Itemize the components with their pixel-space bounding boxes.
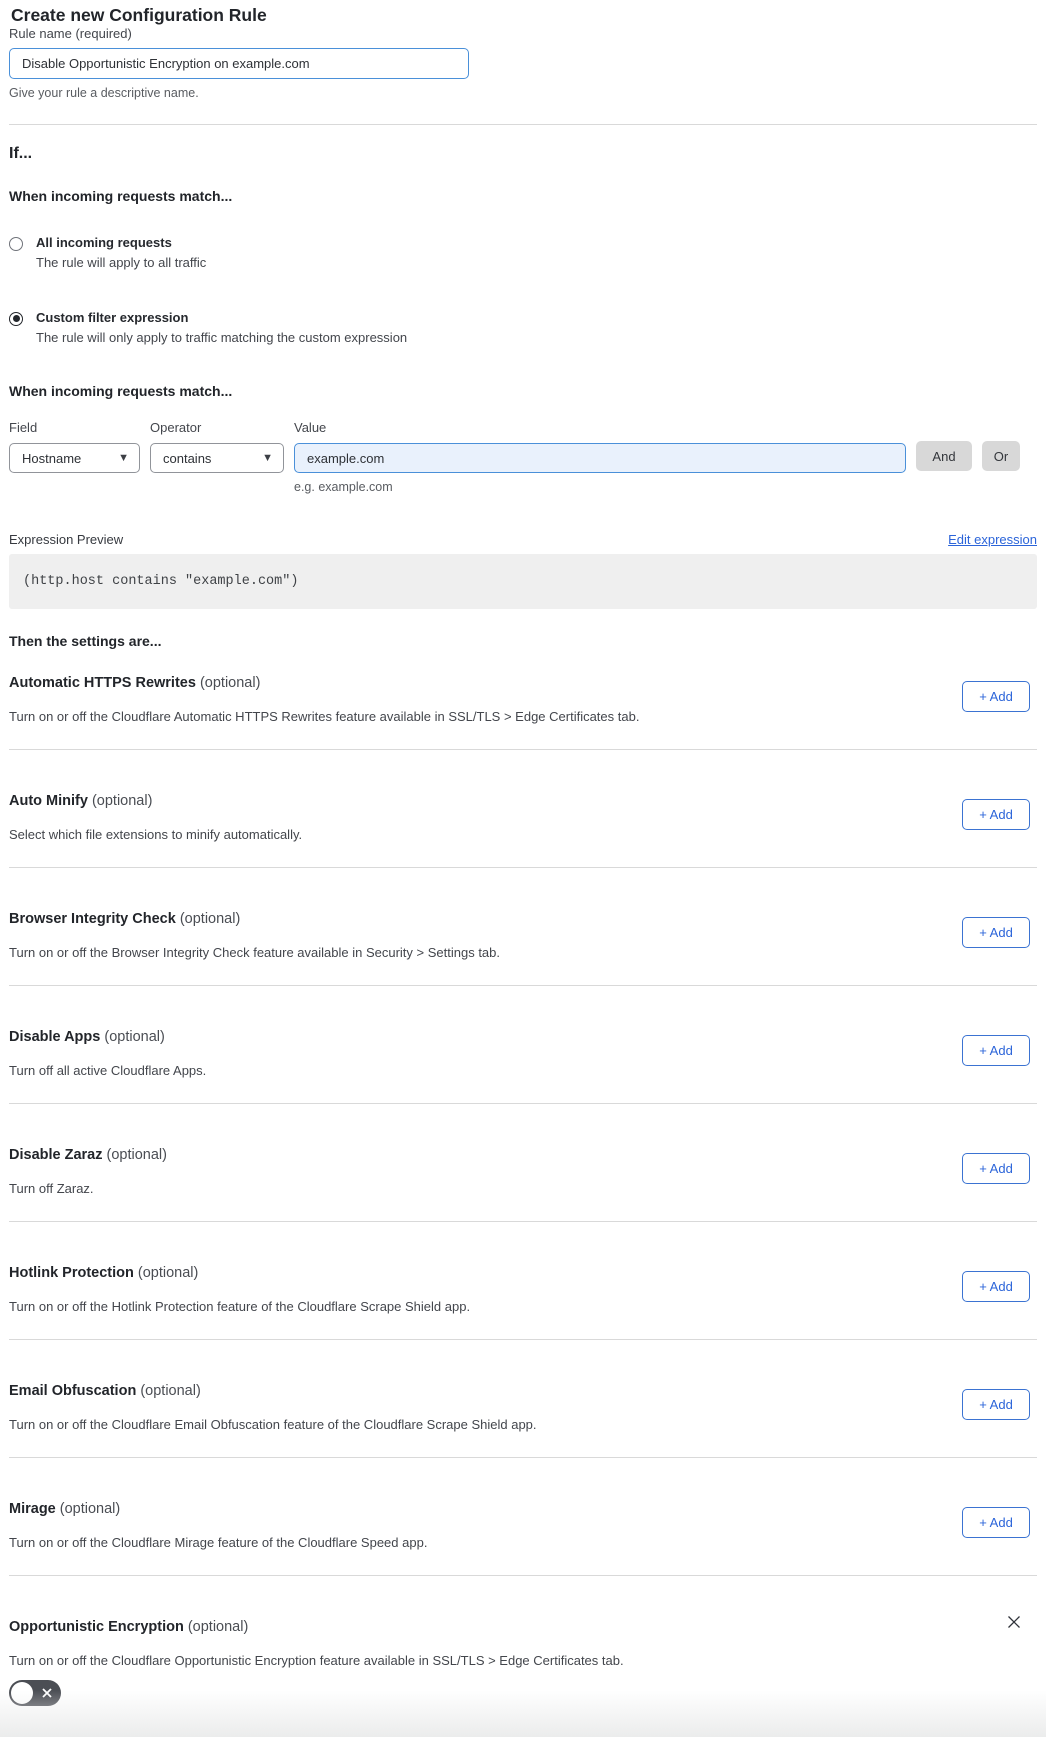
add-setting-button[interactable]: + Add bbox=[962, 681, 1030, 712]
add-setting-button[interactable]: + Add bbox=[962, 1035, 1030, 1066]
rule-name-input[interactable] bbox=[9, 48, 469, 79]
value-help: e.g. example.com bbox=[294, 480, 393, 494]
setting-title bbox=[9, 911, 1037, 927]
value-label: Value bbox=[294, 420, 327, 435]
setting-description: Turn on or off the Cloudflare Mirage feature of the Cloudflare Speed app. bbox=[9, 1535, 428, 1550]
filter-builder-row bbox=[9, 420, 1037, 494]
radio-option-text bbox=[36, 236, 206, 270]
setting-title bbox=[9, 1147, 1037, 1163]
setting-description: Turn on or off the Browser Integrity Check feature available in Security > Settings tab. bbox=[9, 945, 501, 960]
setting-title bbox=[9, 1501, 1037, 1517]
setting-optional-label: (optional) bbox=[91, 793, 153, 809]
field-column bbox=[9, 420, 140, 473]
setting-optional-label: (optional) bbox=[179, 911, 241, 927]
setting-optional-label: (optional) bbox=[137, 1265, 199, 1281]
or-button[interactable]: Or bbox=[982, 441, 1020, 471]
setting-section bbox=[9, 750, 1037, 868]
add-setting-button[interactable]: + Add bbox=[962, 917, 1030, 948]
setting-section bbox=[9, 649, 1037, 750]
setting-name: Email Obfuscation bbox=[9, 1383, 137, 1399]
page-title: Create new Configuration Rule bbox=[11, 5, 267, 25]
chevron-down-icon: ▼ bbox=[262, 451, 273, 464]
setting-title bbox=[9, 793, 1037, 809]
create-configuration-rule-page bbox=[0, 5, 1046, 1737]
setting-optional-label: (optional) bbox=[140, 1383, 201, 1399]
setting-section bbox=[9, 1222, 1037, 1340]
settings-list bbox=[9, 649, 1037, 1706]
setting-description: Turn on or off the Cloudflare Opportunistic Encryption feature available in SSL/TLS > Edge Certificates tab. bbox=[9, 1653, 624, 1668]
setting-optional-label: (optional) bbox=[187, 1619, 249, 1635]
setting-title bbox=[9, 1265, 1037, 1281]
field-select-value: Hostname bbox=[22, 450, 82, 466]
and-button[interactable]: And bbox=[916, 441, 972, 471]
expression-preview-label: Expression Preview bbox=[9, 532, 124, 547]
setting-section bbox=[9, 986, 1037, 1104]
radio-option-description: The rule will apply to all traffic bbox=[36, 255, 207, 270]
setting-optional-label: (optional) bbox=[199, 675, 261, 691]
value-column bbox=[294, 420, 906, 494]
setting-description: Turn off all active Cloudflare Apps. bbox=[9, 1063, 207, 1078]
close-icon[interactable] bbox=[1006, 1614, 1022, 1630]
setting-section bbox=[9, 1458, 1037, 1576]
section-divider bbox=[9, 124, 1037, 125]
setting-name: Hotlink Protection bbox=[9, 1265, 134, 1281]
setting-name: Automatic HTTPS Rewrites bbox=[9, 675, 196, 691]
setting-optional-label: (optional) bbox=[104, 1029, 165, 1045]
operator-select-value: contains bbox=[163, 450, 212, 466]
radio-option-label: All incoming requests bbox=[36, 235, 172, 250]
toggle-knob bbox=[11, 1682, 33, 1704]
add-setting-button[interactable]: + Add bbox=[962, 1389, 1030, 1420]
if-heading: If... bbox=[9, 145, 33, 162]
radio-selected-icon[interactable] bbox=[9, 312, 23, 326]
setting-name: Disable Zaraz bbox=[9, 1147, 103, 1163]
chevron-down-icon: ▼ bbox=[118, 451, 129, 464]
setting-optional-label: (optional) bbox=[59, 1501, 121, 1517]
setting-description: Select which file extensions to minify automatically. bbox=[9, 827, 303, 842]
radio-option-label: Custom filter expression bbox=[36, 310, 189, 325]
setting-toggle-off[interactable] bbox=[9, 1680, 61, 1706]
edit-expression-link[interactable]: Edit expression bbox=[948, 532, 1037, 547]
operator-column bbox=[150, 420, 284, 473]
settings-heading: Then the settings are... bbox=[9, 633, 162, 649]
add-setting-button[interactable]: + Add bbox=[962, 799, 1030, 830]
setting-name: Opportunistic Encryption bbox=[9, 1619, 184, 1635]
setting-description: Turn on or off the Cloudflare Email Obfuscation feature of the Cloudflare Scrape Shield app. bbox=[9, 1417, 537, 1432]
add-setting-button[interactable]: + Add bbox=[962, 1507, 1030, 1538]
operator-select[interactable] bbox=[150, 443, 284, 473]
expression-preview-header bbox=[9, 532, 1037, 547]
operator-label: Operator bbox=[150, 420, 202, 435]
setting-title bbox=[9, 1619, 1037, 1635]
expression-preview-box bbox=[9, 554, 1037, 609]
expression-code: (http.host contains "example.com") bbox=[23, 574, 299, 589]
setting-description: Turn off Zaraz. bbox=[9, 1181, 94, 1196]
setting-optional-label: (optional) bbox=[106, 1147, 167, 1163]
radio-unselected-icon[interactable] bbox=[9, 237, 23, 251]
setting-name: Browser Integrity Check bbox=[9, 911, 176, 927]
setting-section bbox=[9, 868, 1037, 986]
field-select[interactable] bbox=[9, 443, 140, 473]
setting-title bbox=[9, 1383, 1037, 1399]
setting-section bbox=[9, 1576, 1037, 1706]
filter-match-heading: When incoming requests match... bbox=[9, 383, 233, 399]
rule-name-label: Rule name (required) bbox=[9, 26, 132, 41]
setting-name: Auto Minify bbox=[9, 793, 88, 809]
add-setting-button[interactable]: + Add bbox=[962, 1153, 1030, 1184]
match-heading: When incoming requests match... bbox=[9, 188, 233, 204]
setting-name: Mirage bbox=[9, 1501, 56, 1517]
rule-name-help: Give your rule a descriptive name. bbox=[9, 86, 199, 100]
toggle-x-icon bbox=[41, 1687, 53, 1699]
setting-section bbox=[9, 1104, 1037, 1222]
radio-option-custom-filter-expression[interactable] bbox=[9, 311, 1037, 345]
setting-section bbox=[9, 1340, 1037, 1458]
radio-option-text bbox=[36, 311, 407, 345]
setting-description: Turn on or off the Cloudflare Automatic HTTPS Rewrites feature available in SSL/TLS > Edge Certificates tab. bbox=[9, 709, 640, 724]
setting-name: Disable Apps bbox=[9, 1029, 101, 1045]
setting-description: Turn on or off the Hotlink Protection feature of the Cloudflare Scrape Shield app. bbox=[9, 1299, 471, 1314]
value-input[interactable] bbox=[294, 443, 906, 473]
radio-option-description: The rule will only apply to traffic matching the custom expression bbox=[36, 330, 408, 345]
setting-title bbox=[9, 1029, 1037, 1045]
field-label: Field bbox=[9, 420, 38, 435]
setting-title bbox=[9, 675, 1037, 691]
add-setting-button[interactable]: + Add bbox=[962, 1271, 1030, 1302]
radio-option-all-incoming-requests[interactable] bbox=[9, 236, 1037, 270]
